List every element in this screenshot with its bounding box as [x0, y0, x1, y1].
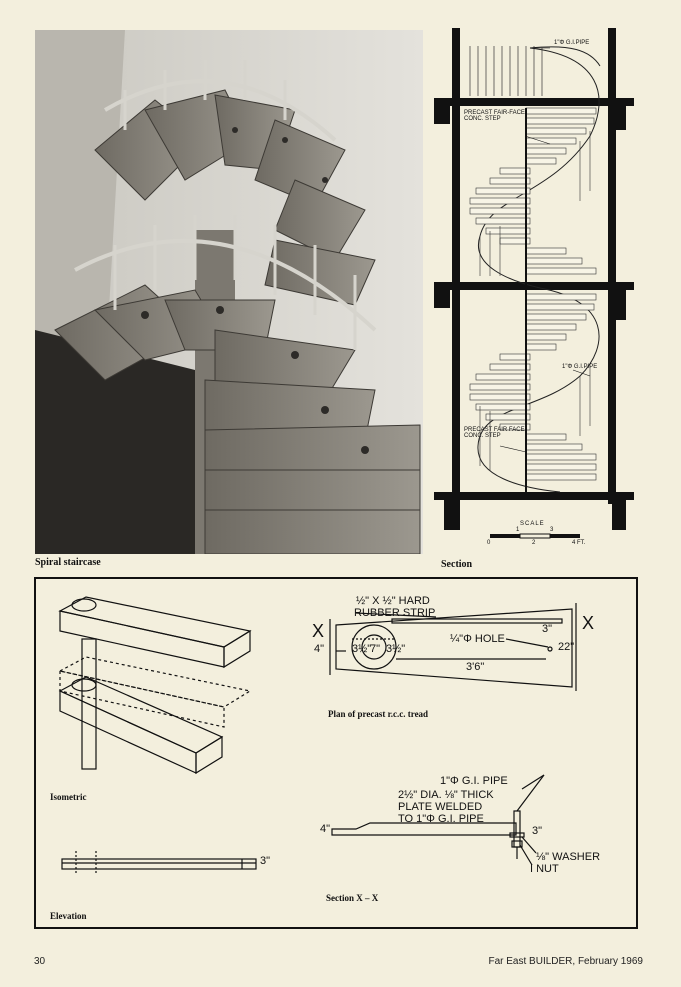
section-plate-label-2: PLATE WELDED [398, 801, 483, 813]
section-nut-label: I NUT [530, 863, 559, 875]
section-plate-label-1: 2½" DIA. ⅛" THICK [398, 789, 494, 801]
elevation-caption: Elevation [50, 911, 87, 921]
scale-tick-0: 0 [487, 540, 491, 546]
section-pipe-label: 1"Φ G.I. PIPE [440, 775, 508, 787]
section-label-pipe-top: 1"Φ G.I.PIPE [554, 40, 590, 46]
plan-dim-depth: 22" [558, 641, 575, 653]
isometric-drawing [60, 597, 250, 773]
scale-tick-4ft: 4 FT. [572, 540, 586, 546]
elevation-dim: 3" [260, 855, 271, 867]
section-dim-right: 3" [532, 825, 543, 837]
scale-tick-3: 3 [550, 527, 554, 533]
staircase-photo [35, 30, 423, 554]
section-drawing [430, 26, 642, 558]
section-drawing-svg [430, 26, 642, 558]
scale-tick-2: 2 [532, 540, 536, 546]
plan-dim-small: 3" [542, 623, 553, 635]
section-label-step-top: PRECAST FAIR-FACE CONC. STEP [464, 110, 525, 122]
plan-hole-label: ¼"Φ HOLE [450, 633, 505, 645]
page-number: 30 [34, 956, 46, 967]
staircase-photo-illustration [35, 30, 423, 554]
section-label-step-bottom: PRECAST FAIR FACE CONC. STEP [464, 427, 525, 439]
section-washer-label: ⅛" WASHER [536, 851, 601, 863]
plan-dim-b: 7" [370, 643, 381, 655]
scale-label: SCALE [520, 521, 545, 527]
plan-strip-label-2: RUBBER STRIP [354, 607, 436, 619]
plan-dim-a: 3½" [352, 643, 372, 655]
plan-x-left: X [312, 621, 325, 641]
plan-x-right: X [582, 613, 595, 633]
plan-dim-c: 3½" [386, 643, 406, 655]
publication-footer: Far East BUILDER, February 1969 [488, 956, 643, 967]
plan-dim-left: 4" [314, 643, 325, 655]
plan-caption: Plan of precast r.c.c. tread [328, 709, 429, 719]
section-xx-caption: Section X – X [326, 893, 379, 903]
detail-box [34, 577, 638, 929]
plan-strip-label-1: ½" X ½" HARD [356, 595, 430, 607]
section-caption: Section [441, 559, 473, 570]
elevation-drawing [62, 851, 256, 875]
isometric-caption: Isometric [50, 792, 87, 802]
scale-tick-1: 1 [516, 527, 520, 533]
plan-dim-length: 3'6" [466, 661, 485, 673]
section-dim-left: 4" [320, 823, 331, 835]
section-label-pipe-mid: 1"Φ G.I.PIPE [562, 364, 598, 370]
photo-caption: Spiral staircase [35, 557, 101, 568]
section-plate-label-3: TO 1"Φ G.I. PIPE [398, 813, 484, 825]
